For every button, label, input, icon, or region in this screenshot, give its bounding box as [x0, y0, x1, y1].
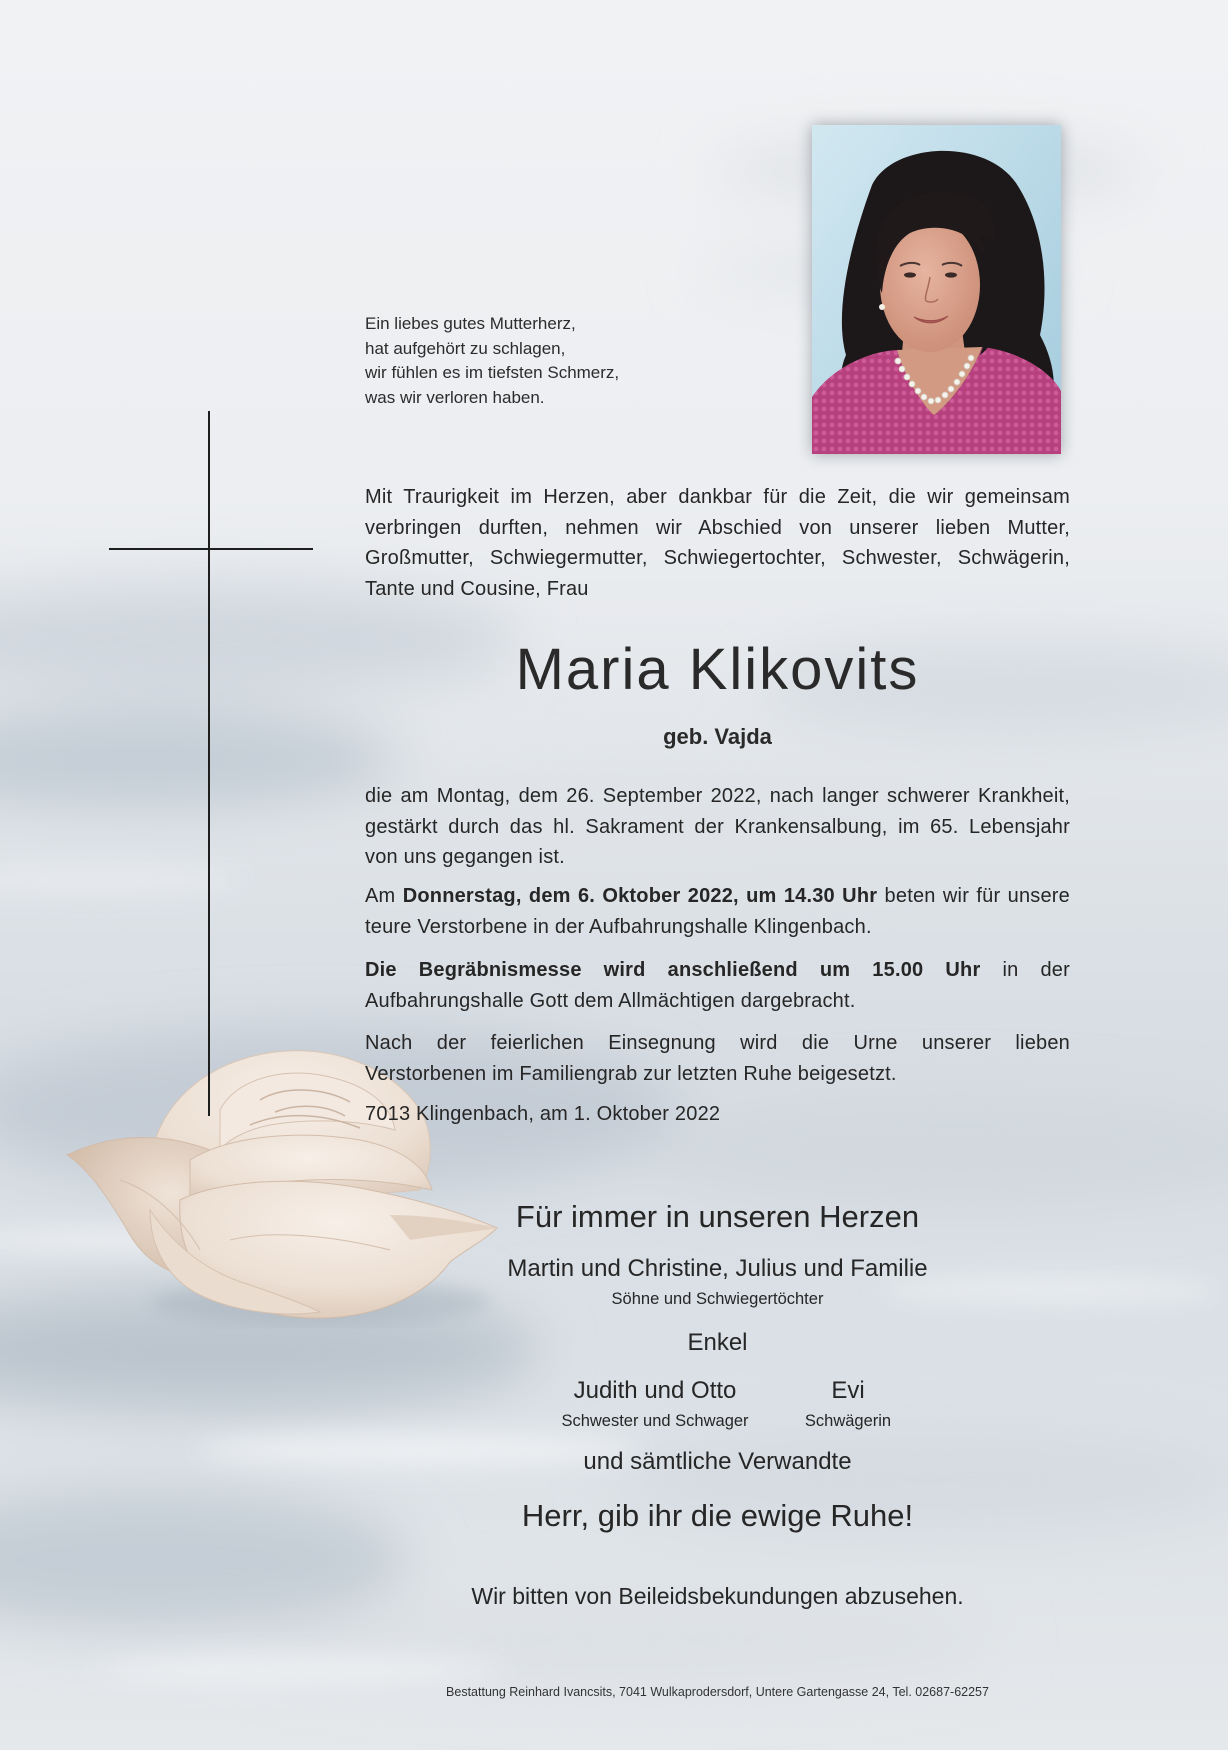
prayer-paragraph: [365, 881, 1070, 942]
poem: [365, 312, 619, 410]
mass-suffix: in der: [980, 959, 1070, 981]
sibling-relation: Schwägerin: [804, 1412, 892, 1430]
sibling-relation: Schwester und Schwager: [561, 1412, 749, 1430]
poem-line: Ein liebes gutes Mutterherz,: [365, 314, 576, 333]
closing-prayer: Herr, gib ihr die ewige Ruhe!: [521, 1498, 914, 1533]
deceased-name: Maria Klikovits: [515, 637, 920, 702]
mass-paragraph: [365, 955, 1070, 1016]
poem-line: was wir verloren haben.: [365, 387, 545, 407]
relatives-line: und sämtliche Verwandte: [583, 1448, 852, 1475]
children-relation: Söhne und Schwiegertöchter: [611, 1290, 824, 1308]
portrait-photo: [812, 125, 1061, 454]
burial-paragraph: [365, 1028, 1070, 1089]
place-date: 7013 Klingenbach, am 1. Oktober 2022: [365, 1103, 721, 1125]
prayer-date-time: Donnerstag, dem 6. Oktober 2022, um 14.30 Uhr: [402, 885, 878, 907]
portrait-image: [812, 125, 1061, 454]
funeral-home-footer: Bestattung Reinhard Ivancsits, 7041 Wulkaprodersdorf, Untere Gartengasse 24, Tel. 02687-62257: [446, 1685, 989, 1699]
prayer-prefix: Am: [365, 885, 403, 907]
text-line: die am Montag, dem 26. September 2022, nach langer schwerer Krankheit,: [365, 785, 1070, 807]
text-line: Großmutter, Schwiegermutter, Schwiegertochter, Schwester, Schwägerin,: [365, 547, 1070, 569]
text-line: [365, 955, 1070, 986]
cross-vertical-bar: [208, 411, 210, 1116]
text-line: gestärkt durch das hl. Sakrament der Krankensalbung, im 65. Lebensjahr: [365, 815, 1070, 838]
mourners-heading: Für immer in unseren Herzen: [515, 1199, 920, 1234]
text-line: Tante und Cousine, Frau: [365, 577, 589, 600]
children-names: Martin und Christine, Julius und Familie: [507, 1255, 928, 1282]
earring: [879, 304, 885, 310]
sibling-names: Judith und Otto: [573, 1377, 737, 1404]
text-line: Nach der feierlichen Einsegnung wird die Urne unserer lieben: [365, 1032, 1070, 1054]
maiden-name: geb. Vajda: [663, 724, 772, 749]
death-paragraph: [365, 781, 1070, 873]
prayer-suffix: beten wir für unsere: [877, 885, 1070, 907]
text-line: teure Verstorbene in der Aufbahrungshalle Klingenbach.: [365, 915, 872, 938]
text-line: [365, 881, 1070, 912]
text-line: Mit Traurigkeit im Herzen, aber dankbar für die Zeit, die wir gemeinsam: [365, 486, 1070, 508]
sibling-names: Evi: [831, 1377, 865, 1404]
mass-time: Die Begräbnismesse wird anschließend um 15.00 Uhr: [365, 959, 981, 981]
text-line: Verstorbenen im Familiengrab zur letzten Ruhe beigesetzt.: [365, 1062, 897, 1085]
text-line: Aufbahrungshalle Gott dem Allmächtigen dargebracht.: [365, 989, 856, 1012]
text-line: verbringen durften, nehmen wir Abschied von unserer lieben Mutter,: [365, 516, 1070, 539]
grandchildren-label: Enkel: [687, 1329, 748, 1356]
text-line: von uns gegangen ist.: [365, 846, 565, 868]
poem-line: hat aufgehört zu schlagen,: [365, 338, 566, 358]
cross-horizontal-bar: [109, 548, 313, 550]
condolence-request: Wir bitten von Beileidsbekundungen abzusehen.: [471, 1583, 964, 1609]
intro-paragraph: [365, 482, 1070, 604]
poem-line: wir fühlen es im tiefsten Schmerz,: [365, 363, 620, 382]
